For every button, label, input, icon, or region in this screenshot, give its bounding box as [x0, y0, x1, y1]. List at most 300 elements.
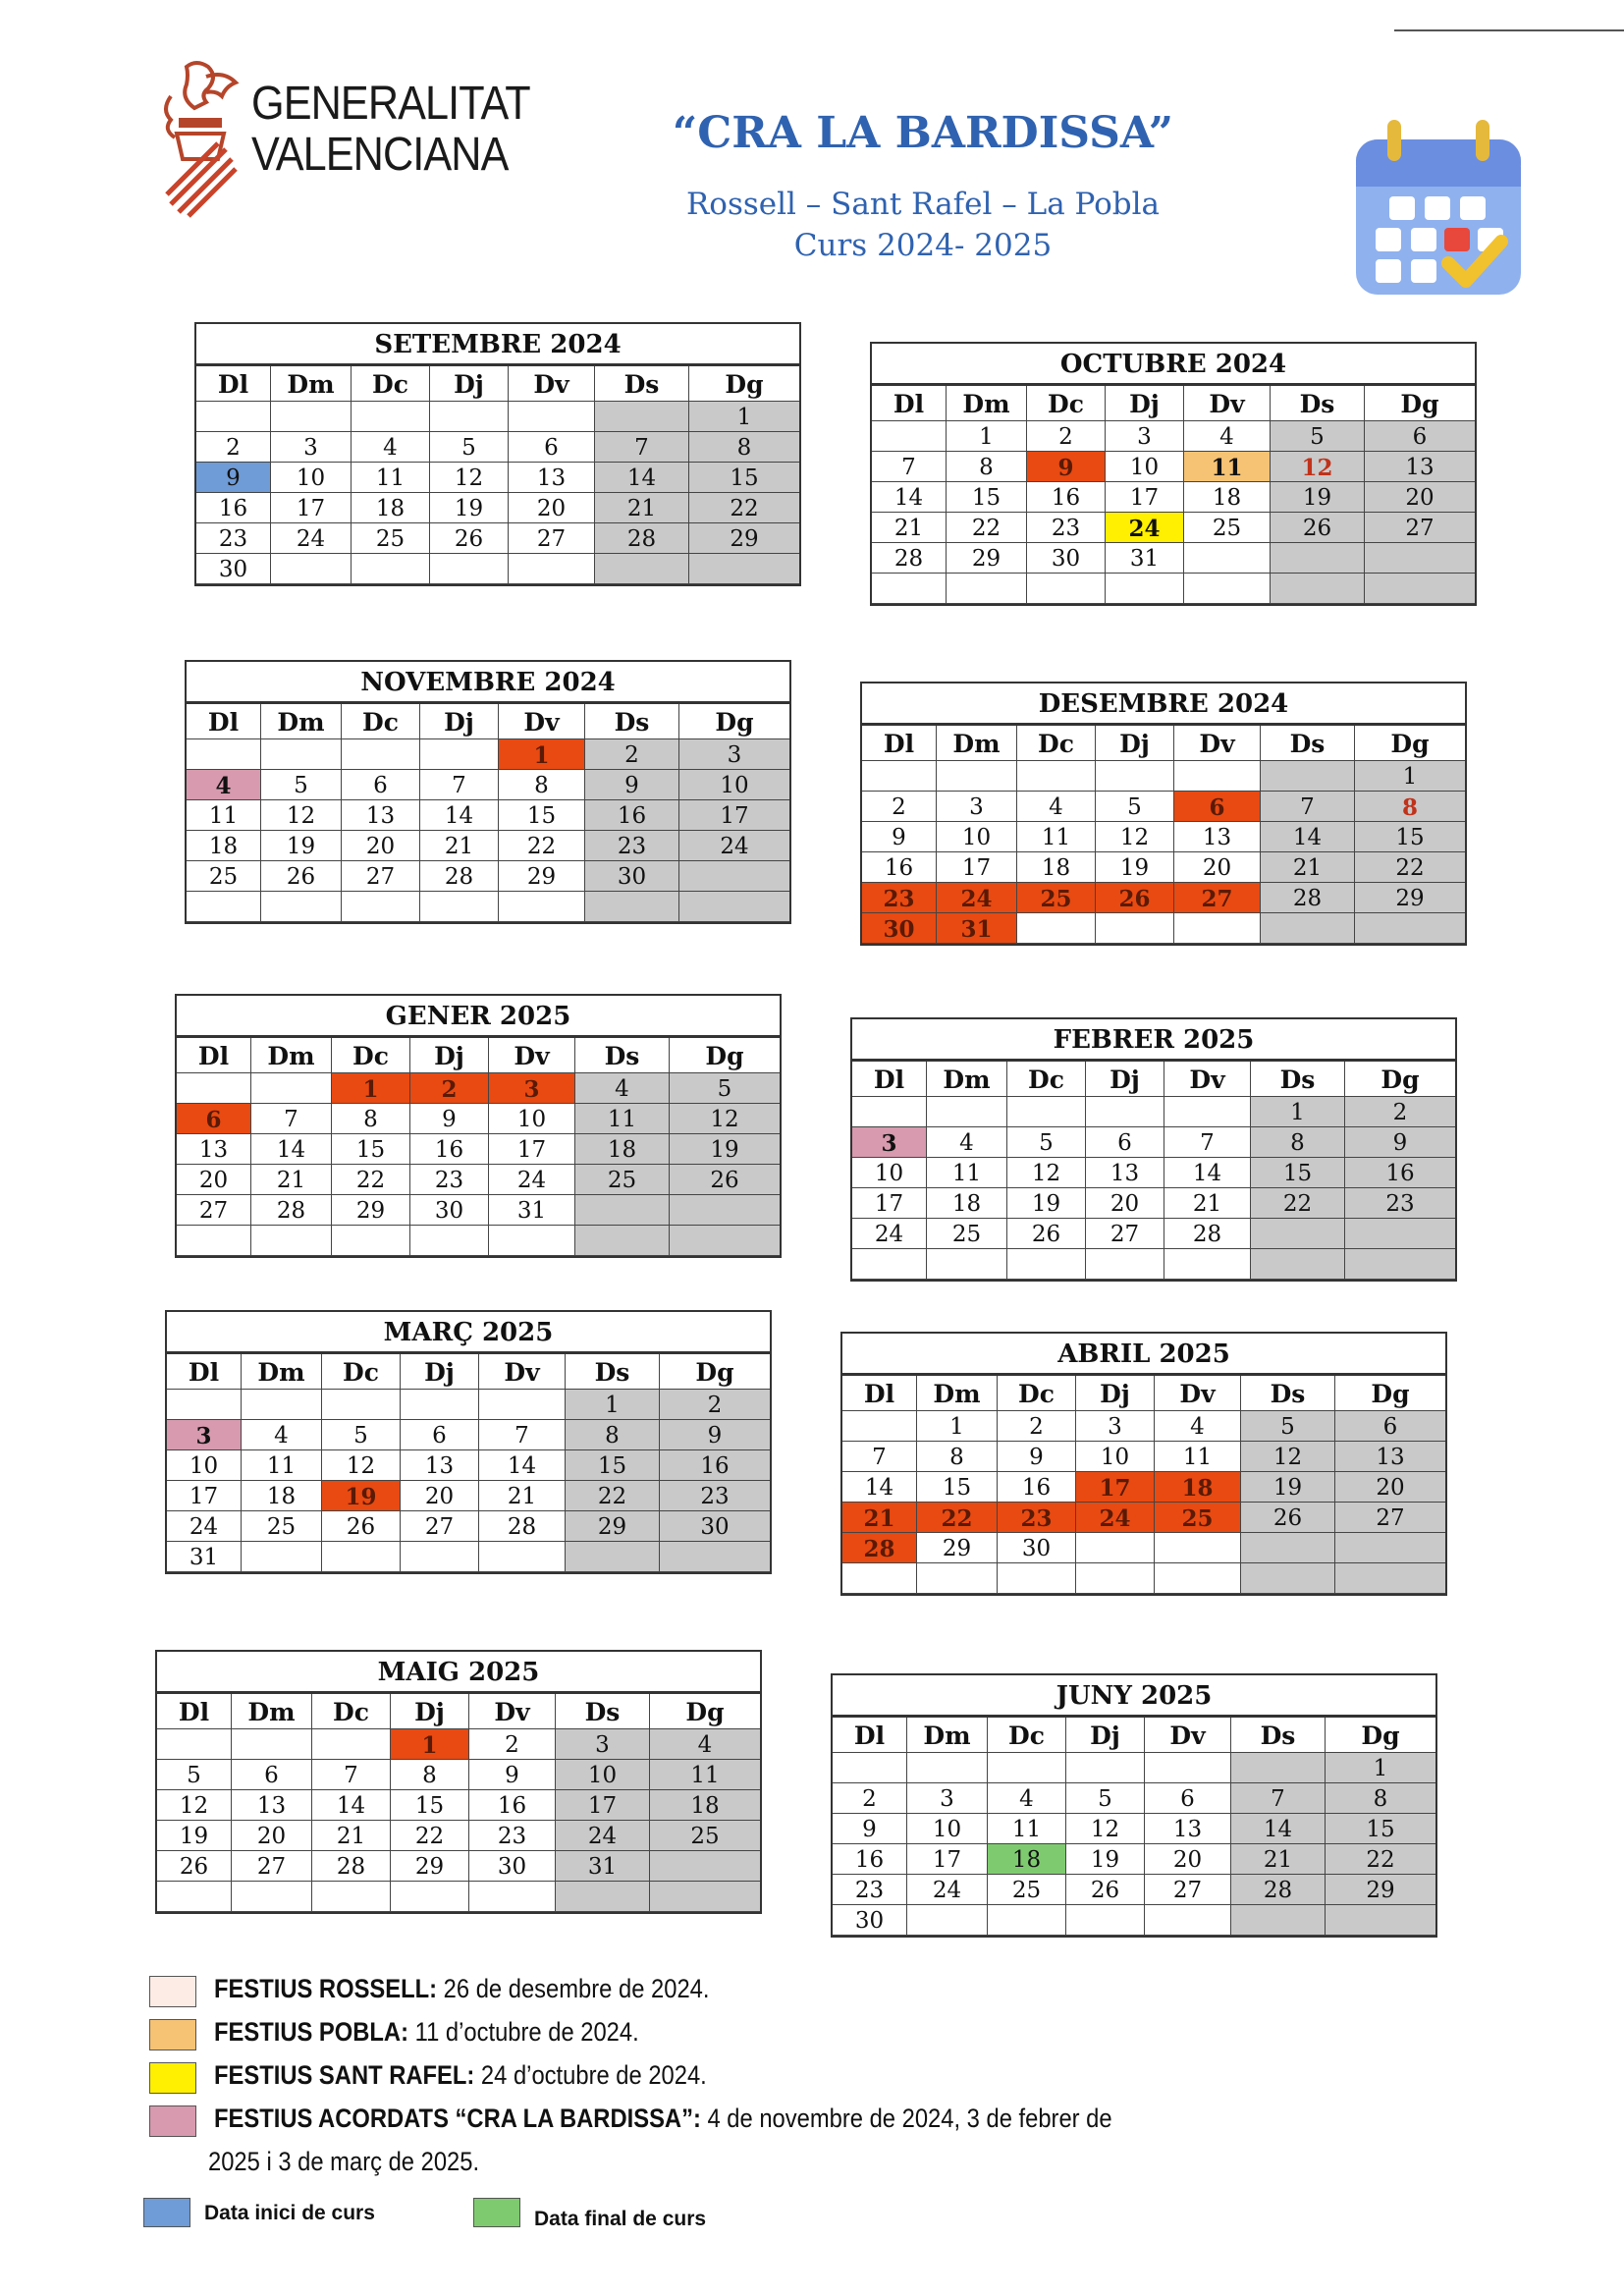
day-cell: 14: [872, 482, 947, 513]
empty-cell: [1086, 1249, 1164, 1280]
weekday-header: Dl: [842, 1376, 917, 1411]
weekday-header: Dj: [1086, 1062, 1164, 1097]
day-cell: 28: [479, 1511, 566, 1542]
legend-sant-rafel: [147, 2058, 1473, 2102]
legend-pobla-label: FESTIUS POBLA:: [214, 2017, 409, 2047]
legend: [147, 1972, 1473, 2184]
empty-cell: [917, 1563, 998, 1594]
empty-cell: [1007, 1097, 1086, 1127]
day-cell: 13: [1365, 452, 1475, 482]
day-cell: 22: [1251, 1188, 1345, 1219]
day-cell: 28: [251, 1195, 332, 1226]
day-cell: 27: [1145, 1875, 1231, 1905]
legend-swatch-sant-rafel: [149, 2062, 196, 2094]
empty-cell: [650, 1851, 760, 1882]
day-cell: 8: [391, 1760, 469, 1790]
day-cell: 2: [585, 739, 679, 770]
empty-cell: [689, 554, 799, 584]
empty-cell: [1017, 913, 1096, 944]
day-cell: 31: [937, 913, 1017, 944]
day-cell: 11: [650, 1760, 760, 1790]
empty-cell: [242, 1390, 322, 1420]
empty-cell: [1145, 1753, 1231, 1783]
day-cell: 4: [1017, 792, 1096, 822]
month-grid: [862, 726, 1465, 944]
day-cell: 6: [342, 770, 420, 800]
weekday-header: Dg: [689, 366, 799, 402]
day-cell: 1: [947, 421, 1027, 452]
empty-cell: [322, 1390, 401, 1420]
day-cell: 7: [479, 1420, 566, 1450]
empty-cell: [401, 1390, 479, 1420]
day-cell: 12: [430, 463, 509, 493]
day-cell: 13: [509, 463, 595, 493]
top-rule: [1394, 29, 1624, 31]
empty-cell: [271, 554, 352, 584]
weekday-header: Dl: [852, 1062, 927, 1097]
day-cell: 21: [479, 1481, 566, 1511]
legend-swatch-pobla: [149, 2019, 196, 2050]
day-cell: 15: [1251, 1158, 1345, 1188]
weekday-header: Dg: [660, 1354, 770, 1390]
day-cell: 6: [401, 1420, 479, 1450]
month-grid: [187, 704, 789, 922]
day-cell: 24: [556, 1821, 650, 1851]
empty-cell: [430, 554, 509, 584]
day-cell: 24: [852, 1219, 927, 1249]
day-cell: 8: [1355, 792, 1465, 822]
day-cell: 18: [1184, 482, 1271, 513]
day-cell: 14: [312, 1790, 391, 1821]
empty-cell: [469, 1882, 556, 1912]
day-cell: 14: [1164, 1158, 1251, 1188]
day-cell: 29: [1326, 1875, 1435, 1905]
day-cell: 6: [177, 1104, 251, 1134]
day-cell: 15: [332, 1134, 410, 1165]
day-cell: 9: [410, 1104, 489, 1134]
day-cell: 24: [489, 1165, 575, 1195]
empty-cell: [852, 1097, 927, 1127]
day-cell: 2: [1345, 1097, 1455, 1127]
day-cell: 27: [342, 861, 420, 892]
day-cell: 8: [917, 1442, 998, 1472]
day-cell: 21: [1164, 1188, 1251, 1219]
day-cell: 25: [1017, 883, 1096, 913]
day-cell: 11: [927, 1158, 1007, 1188]
weekday-header: Dv: [1145, 1718, 1231, 1753]
weekday-header: Dg: [1326, 1718, 1435, 1753]
weekday-header: Dg: [1335, 1376, 1445, 1411]
weekday-header: Dm: [907, 1718, 988, 1753]
empty-cell: [342, 739, 420, 770]
day-cell: 27: [1086, 1219, 1164, 1249]
day-cell: 18: [988, 1844, 1066, 1875]
day-cell: 29: [1355, 883, 1465, 913]
empty-cell: [907, 1753, 988, 1783]
day-cell: 15: [566, 1450, 660, 1481]
day-cell: 22: [332, 1165, 410, 1195]
day-cell: 15: [689, 463, 799, 493]
weekday-header: Dj: [1066, 1718, 1145, 1753]
month-marc-2025: [165, 1310, 772, 1574]
empty-cell: [1096, 913, 1174, 944]
day-cell: 29: [947, 543, 1027, 574]
month-title: SETEMBRE 2024: [196, 324, 799, 366]
day-cell: 26: [1096, 883, 1174, 913]
legend-rossell: [147, 1972, 1473, 2015]
month-title: MARÇ 2025: [167, 1312, 770, 1354]
weekday-header: Dj: [401, 1354, 479, 1390]
school-towns: Rossell – Sant Rafel – La Pobla: [685, 187, 1161, 222]
day-cell: 8: [1326, 1783, 1435, 1814]
day-cell: 19: [1066, 1844, 1145, 1875]
day-cell: 13: [232, 1790, 312, 1821]
day-cell: 18: [1155, 1472, 1241, 1503]
month-gener-2025: [175, 994, 782, 1258]
day-cell: 21: [1261, 852, 1355, 883]
day-cell: 10: [1076, 1442, 1155, 1472]
day-cell: 21: [1231, 1844, 1326, 1875]
day-cell: 3: [489, 1073, 575, 1104]
day-cell: 21: [251, 1165, 332, 1195]
day-cell: 26: [157, 1851, 232, 1882]
weekday-header: Dc: [332, 1038, 410, 1073]
day-cell: 18: [927, 1188, 1007, 1219]
legend-swatch-start: [143, 2198, 190, 2227]
empty-cell: [927, 1097, 1007, 1127]
legend-acordats-label: FESTIUS ACORDATS “CRA LA BARDISSA”:: [214, 2104, 701, 2133]
day-cell: 5: [1007, 1127, 1086, 1158]
day-cell: 18: [187, 831, 261, 861]
empty-cell: [988, 1905, 1066, 1936]
weekday-header: Dm: [232, 1694, 312, 1729]
day-cell: 25: [1155, 1503, 1241, 1533]
day-cell: 24: [271, 523, 352, 554]
day-cell: 3: [907, 1783, 988, 1814]
weekday-header: Dg: [679, 704, 789, 739]
day-cell: 24: [1106, 513, 1184, 543]
day-cell: 14: [1261, 822, 1355, 852]
day-cell: 17: [937, 852, 1017, 883]
day-cell: 15: [499, 800, 585, 831]
day-cell: 4: [927, 1127, 1007, 1158]
day-cell: 16: [833, 1844, 907, 1875]
day-cell: 23: [833, 1875, 907, 1905]
weekday-header: Dj: [430, 366, 509, 402]
day-cell: 29: [689, 523, 799, 554]
day-cell: 7: [420, 770, 499, 800]
day-cell: 5: [670, 1073, 780, 1104]
empty-cell: [1326, 1905, 1435, 1936]
day-cell: 27: [177, 1195, 251, 1226]
day-cell: 27: [401, 1511, 479, 1542]
empty-cell: [660, 1542, 770, 1572]
empty-cell: [251, 1073, 332, 1104]
day-cell: 20: [232, 1821, 312, 1851]
day-cell: 21: [312, 1821, 391, 1851]
empty-cell: [670, 1195, 780, 1226]
day-cell: 30: [1027, 543, 1106, 574]
day-cell: 23: [585, 831, 679, 861]
weekday-header: Dv: [469, 1694, 556, 1729]
day-cell: 3: [167, 1420, 242, 1450]
day-cell: 2: [862, 792, 937, 822]
day-cell: 6: [1335, 1411, 1445, 1442]
day-cell: 26: [322, 1511, 401, 1542]
legend-srafel-text: 24 d’octubre de 2024.: [474, 2060, 707, 2090]
day-cell: 11: [242, 1450, 322, 1481]
day-cell: 21: [420, 831, 499, 861]
day-cell: 10: [852, 1158, 927, 1188]
empty-cell: [1164, 1249, 1251, 1280]
day-cell: 17: [679, 800, 789, 831]
day-cell: 6: [1174, 792, 1261, 822]
day-cell: 19: [430, 493, 509, 523]
day-cell: 22: [689, 493, 799, 523]
weekday-header: Dm: [947, 386, 1027, 421]
empty-cell: [595, 402, 689, 432]
day-cell: 16: [1027, 482, 1106, 513]
day-cell: 14: [595, 463, 689, 493]
weekday-header: Dl: [872, 386, 947, 421]
weekday-header: Ds: [585, 704, 679, 739]
day-cell: 23: [410, 1165, 489, 1195]
day-cell: 1: [566, 1390, 660, 1420]
day-cell: 20: [1086, 1188, 1164, 1219]
weekday-header: Dm: [251, 1038, 332, 1073]
day-cell: 20: [401, 1481, 479, 1511]
empty-cell: [842, 1563, 917, 1594]
day-cell: 8: [332, 1104, 410, 1134]
day-cell: 12: [157, 1790, 232, 1821]
empty-cell: [1335, 1563, 1445, 1594]
day-cell: 1: [332, 1073, 410, 1104]
empty-cell: [1184, 543, 1271, 574]
day-cell: 21: [842, 1503, 917, 1533]
weekday-header: Dv: [1174, 726, 1261, 761]
empty-cell: [1096, 761, 1174, 792]
month-abril-2025: [840, 1332, 1447, 1596]
legend-rossell-label: FESTIUS ROSSELL:: [214, 1974, 438, 2003]
day-cell: 21: [872, 513, 947, 543]
weekday-header: Ds: [566, 1354, 660, 1390]
day-cell: 6: [1086, 1127, 1164, 1158]
empty-cell: [489, 1226, 575, 1256]
day-cell: 30: [410, 1195, 489, 1226]
weekday-header: Dc: [322, 1354, 401, 1390]
legend-pobla-text: 11 d’octubre de 2024.: [408, 2017, 639, 2047]
day-cell: 16: [862, 852, 937, 883]
month-juny-2025: [831, 1673, 1437, 1938]
empty-cell: [1261, 913, 1355, 944]
day-cell: 8: [566, 1420, 660, 1450]
weekday-header: Dl: [177, 1038, 251, 1073]
month-desembre-2024: [860, 682, 1467, 946]
empty-cell: [1155, 1563, 1241, 1594]
day-cell: 17: [556, 1790, 650, 1821]
day-cell: 17: [1076, 1472, 1155, 1503]
day-cell: 3: [556, 1729, 650, 1760]
day-cell: 24: [679, 831, 789, 861]
day-cell: 17: [489, 1134, 575, 1165]
day-cell: 16: [1345, 1158, 1455, 1188]
day-cell: 23: [998, 1503, 1076, 1533]
day-cell: 7: [1231, 1783, 1326, 1814]
day-cell: 3: [852, 1127, 927, 1158]
month-title: MAIG 2025: [157, 1652, 760, 1694]
day-cell: 11: [1184, 452, 1271, 482]
day-cell: 2: [660, 1390, 770, 1420]
day-cell: 2: [410, 1073, 489, 1104]
day-cell: 18: [242, 1481, 322, 1511]
day-cell: 16: [998, 1472, 1076, 1503]
month-grid: [157, 1694, 760, 1912]
empty-cell: [1271, 574, 1365, 604]
month-grid: [196, 366, 799, 584]
day-cell: 9: [469, 1760, 556, 1790]
day-cell: 30: [196, 554, 271, 584]
day-cell: 20: [1335, 1472, 1445, 1503]
day-cell: 5: [1066, 1783, 1145, 1814]
empty-cell: [670, 1226, 780, 1256]
day-cell: 28: [1231, 1875, 1326, 1905]
day-cell: 12: [1096, 822, 1174, 852]
month-title: ABRIL 2025: [842, 1334, 1445, 1376]
empty-cell: [1355, 913, 1465, 944]
weekday-header: Dj: [1106, 386, 1184, 421]
weekday-header: Dc: [342, 704, 420, 739]
month-grid: [177, 1038, 780, 1256]
day-cell: 19: [157, 1821, 232, 1851]
day-cell: 5: [157, 1760, 232, 1790]
month-grid: [833, 1718, 1435, 1936]
day-cell: 1: [1251, 1097, 1345, 1127]
day-cell: 8: [947, 452, 1027, 482]
day-cell: 2: [1027, 421, 1106, 452]
month-grid: [872, 386, 1475, 604]
day-cell: 29: [566, 1511, 660, 1542]
day-cell: 31: [1106, 543, 1184, 574]
day-cell: 5: [430, 432, 509, 463]
empty-cell: [479, 1390, 566, 1420]
month-title: GENER 2025: [177, 996, 780, 1038]
empty-cell: [988, 1753, 1066, 1783]
day-cell: 6: [509, 432, 595, 463]
day-cell: 27: [232, 1851, 312, 1882]
day-cell: 21: [595, 493, 689, 523]
day-cell: 1: [1355, 761, 1465, 792]
legend-srafel-label: FESTIUS SANT RAFEL:: [214, 2060, 475, 2090]
day-cell: 16: [469, 1790, 556, 1821]
empty-cell: [650, 1882, 760, 1912]
day-cell: 11: [187, 800, 261, 831]
legend-start-label: Data inici de curs: [204, 2202, 375, 2224]
empty-cell: [1184, 574, 1271, 604]
day-cell: 7: [251, 1104, 332, 1134]
day-cell: 20: [1174, 852, 1261, 883]
day-cell: 13: [342, 800, 420, 831]
empty-cell: [1241, 1563, 1335, 1594]
day-cell: 10: [679, 770, 789, 800]
empty-cell: [312, 1729, 391, 1760]
day-cell: 4: [352, 432, 430, 463]
day-cell: 31: [556, 1851, 650, 1882]
empty-cell: [1271, 543, 1365, 574]
weekday-header: Dc: [312, 1694, 391, 1729]
day-cell: 13: [401, 1450, 479, 1481]
day-cell: 5: [322, 1420, 401, 1450]
day-cell: 4: [242, 1420, 322, 1450]
weekday-header: Dc: [1007, 1062, 1086, 1097]
day-cell: 20: [342, 831, 420, 861]
month-febrer-2025: [850, 1017, 1457, 1282]
day-cell: 5: [261, 770, 342, 800]
day-cell: 27: [1365, 513, 1475, 543]
day-cell: 25: [988, 1875, 1066, 1905]
day-cell: 18: [352, 493, 430, 523]
day-cell: 15: [1326, 1814, 1435, 1844]
day-cell: 23: [862, 883, 937, 913]
day-cell: 19: [1007, 1188, 1086, 1219]
generalitat-logo: [157, 57, 550, 214]
empty-cell: [566, 1542, 660, 1572]
weekday-header: Ds: [1251, 1062, 1345, 1097]
weekday-header: Dg: [670, 1038, 780, 1073]
empty-cell: [420, 892, 499, 922]
empty-cell: [261, 892, 342, 922]
empty-cell: [575, 1226, 670, 1256]
month-octubre-2024: [870, 342, 1477, 606]
day-cell: 13: [1335, 1442, 1445, 1472]
day-cell: 12: [1271, 452, 1365, 482]
day-cell: 23: [196, 523, 271, 554]
day-cell: 26: [430, 523, 509, 554]
empty-cell: [1251, 1249, 1345, 1280]
day-cell: 2: [196, 432, 271, 463]
day-cell: 12: [322, 1450, 401, 1481]
day-cell: 23: [660, 1481, 770, 1511]
empty-cell: [157, 1729, 232, 1760]
legend-pobla: [147, 2015, 1473, 2058]
day-cell: 25: [352, 523, 430, 554]
empty-cell: [196, 402, 271, 432]
weekday-header: Dg: [650, 1694, 760, 1729]
day-cell: 28: [595, 523, 689, 554]
empty-cell: [1365, 543, 1475, 574]
day-cell: 14: [251, 1134, 332, 1165]
day-cell: 22: [947, 513, 1027, 543]
empty-cell: [312, 1882, 391, 1912]
day-cell: 11: [352, 463, 430, 493]
weekday-header: Ds: [556, 1694, 650, 1729]
day-cell: 5: [1271, 421, 1365, 452]
day-cell: 23: [469, 1821, 556, 1851]
day-cell: 23: [1345, 1188, 1455, 1219]
empty-cell: [420, 739, 499, 770]
day-cell: 30: [469, 1851, 556, 1882]
day-cell: 14: [479, 1450, 566, 1481]
day-cell: 7: [595, 432, 689, 463]
day-cell: 25: [650, 1821, 760, 1851]
empty-cell: [1231, 1753, 1326, 1783]
empty-cell: [852, 1249, 927, 1280]
empty-cell: [332, 1226, 410, 1256]
empty-cell: [352, 402, 430, 432]
day-cell: 1: [391, 1729, 469, 1760]
day-cell: 9: [862, 822, 937, 852]
empty-cell: [1106, 574, 1184, 604]
day-cell: 23: [1027, 513, 1106, 543]
